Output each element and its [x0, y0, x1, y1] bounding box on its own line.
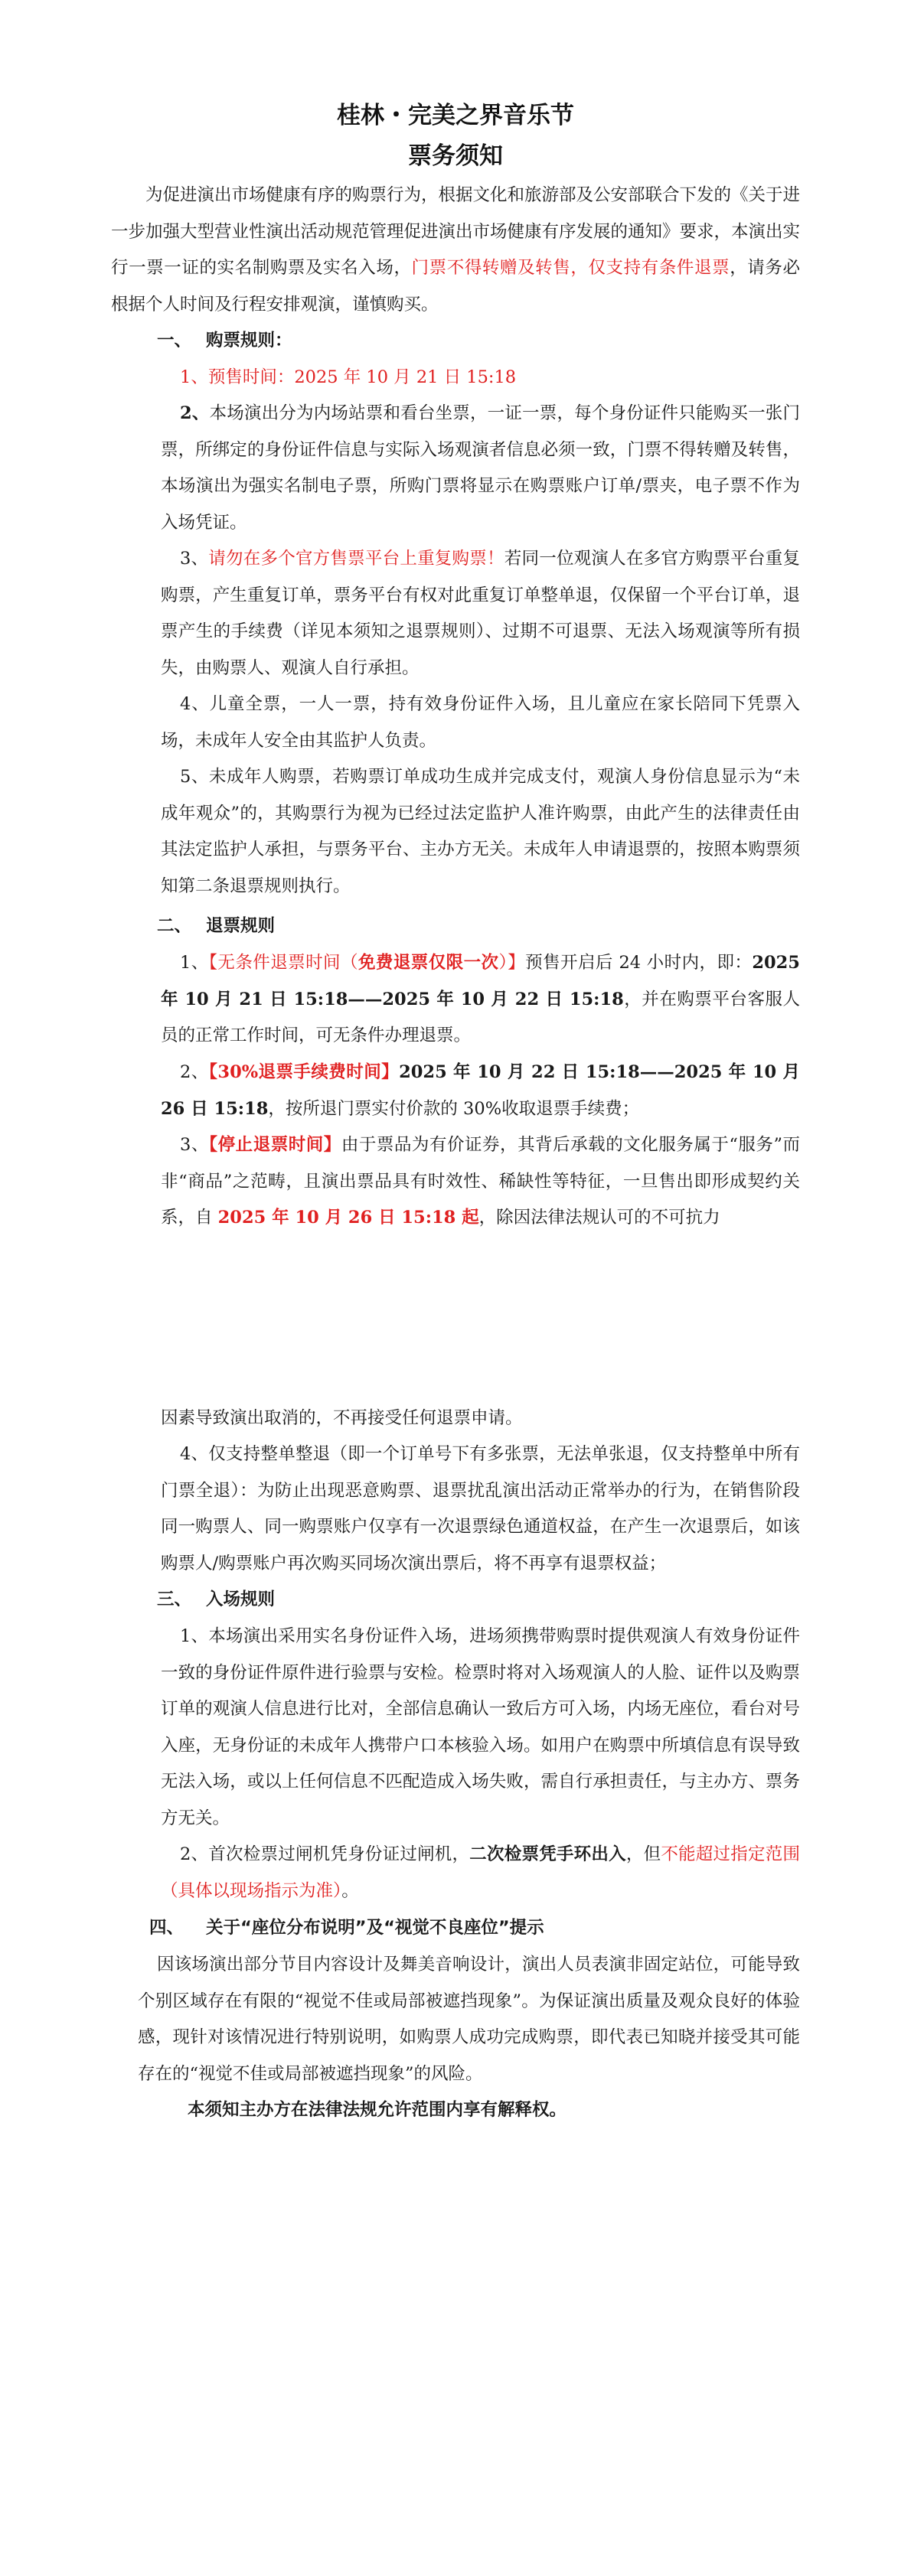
purchase-rule-5: 5、未成年人购票，若购票订单成功生成并完成支付，观演人身份信息显示为“未成年观众”的，其购票行为视为已经过法定监护人准许购票，由此产生的法律责任由其法定监护人承担，与票务平台、主办方无关。未成年人申请退票的，按照本购票须知第二条退票规则执行。 [161, 767, 800, 896]
refund-rule-4: 4、仅支持整单整退（即一个订单号下有多张票，无法单张退，仅支持整单中所有门票全退）：为防止出现恶意购票、退票扰乱演出活动正常举办的行为，在销售阶段同一购票人、同一购票账户仅享有一次退票绿色通道权益，在产生一次退票后，如该购票人/购票账户再次购买同场次演出票后，将不再享有退票权益； [161, 1444, 800, 1573]
entry-rule-1: 1、本场演出采用实名身份证件入场，进场须携带购票时提供观演人有效身份证件一致的身份证件原件进行验票与安检。检票时将对入场观演人的人脸、证件以及购票订单的观演人信息进行比对，全部信息确认一致后方可入场，内场无座位，看台对号入座，无身份证的未成年人携带户口本核验入场。如用户在购票中所填信息有误导致无法入场，或以上任何信息不匹配造成入场失败，需自行承担责任，与主办方、票务方无关。 [161, 1626, 800, 1828]
purchase-rule-2: 2、本场演出分为内场站票和看台坐票，一证一票，每个身份证件只能购买一张门票，所绑定的身份证件信息与实际入场观演者信息必须一致，门票不得转赠及转售，本场演出为强实名制电子票，所购门票将显示在购票账户订单/票夹，电子票不作为入场凭证。 [161, 403, 800, 533]
section-3-heading: 三、 入场规则 [157, 1590, 276, 1609]
section-4-heading: 四、 关于“座位分布说明”及“视觉不良座位”提示 [149, 1918, 544, 1938]
page-subtitle: 票务须知 [408, 142, 503, 170]
purchase-rule-3: 3、请勿在多个官方售票平台上重复购票！若同一位观演人在多官方购票平台重复购票，产生重复订单，票务平台有权对此重复订单整单退，仅保留一个平台订单，退票产生的手续费（详见本须知之退票规则）、过期不可退票、无法入场观演等所有损失，由购票人、观演人自行承担。 [161, 549, 800, 678]
page-title: 桂林・完美之界音乐节 [337, 102, 574, 129]
refund-rule-1: 1、【无条件退票时间（免费退票仅限一次）】预售开启后 24 小时内，即：2025 年 10 月 21 日 15:18——2025 年 10 月 22 日 15:18，并在购票平台客服人员的正常工作时间，可无条件办理退票。 [161, 953, 800, 1045]
entry-rule-2: 2、首次检票过闸机凭身份证过闸机，二次检票凭手环出入，但不能超过指定范围（具体以现场指示为准）。 [161, 1844, 800, 1901]
intro-paragraph: 为促进演出市场健康有序的购票行为，根据文化和旅游部及公安部联合下发的《关于进一步加强大型营业性演出活动规范管理促进演出市场健康有序发展的通知》要求，本演出实行一票一证的实名制购票及实名入场，门票不得转赠及转售，仅支持有条件退票，请务必根据个人时间及行程安排观演，谨慎购买。 [111, 185, 801, 315]
footer-note: 本须知主办方在法律法规允许范围内享有解释权。 [188, 2100, 567, 2120]
intro-warning: 门票不得转赠及转售，仅支持有条件退票 [411, 258, 730, 278]
refund-rule-3: 3、【停止退票时间】由于票品为有价证券，其背后承载的文化服务属于“服务”而非“商品”之范畴，且演出票品具有时效性、稀缺性等特征，一旦售出即形成契约关系，自 2025 年 10 月 26 日 15:18 起，除因法律法规认可的不可抗力 [161, 1135, 800, 1228]
purchase-rule-1: 1、预售时间：2025 年 10 月 21 日 15:18 [180, 367, 517, 387]
section-2-heading: 二、 退票规则 [157, 916, 276, 936]
seating-paragraph: 因该场演出部分节目内容设计及舞美音响设计，演出人员表演非固定站位，可能导致个别区域存在有限的“视觉不佳或局部被遮挡现象”。为保证演出质量及观众良好的体验感，现针对该情况进行特别说明，如购票人成功完成购票，即代表已知晓并接受其可能存在的“视觉不佳或局部被遮挡现象”的风险。 [138, 1955, 800, 2084]
section-1-heading: 一、 购票规则： [157, 331, 292, 351]
purchase-rule-4: 4、儿童全票，一人一票，持有效身份证件入场，且儿童应在家长陪同下凭票入场，未成年人安全由其监护人负责。 [161, 694, 800, 751]
refund-rule-3-continued: 因素导致演出取消的，不再接受任何退票申请。 [161, 1408, 523, 1428]
refund-rule-2: 2、【30%退票手续费时间】2025 年 10 月 22 日 15:18——2025 年 10 月 26 日 15:18，按所退门票实付价款的 30%收取退票手续费； [161, 1062, 800, 1119]
